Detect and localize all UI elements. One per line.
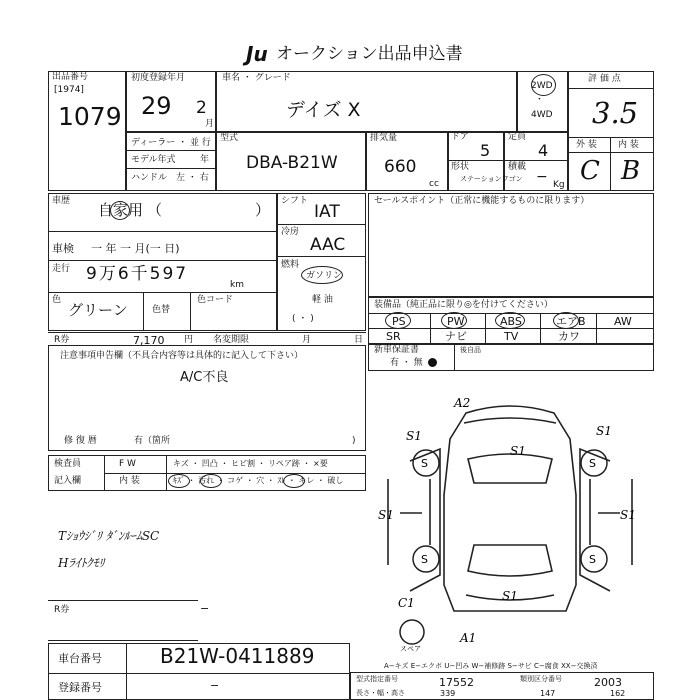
- exterior-grade: C: [580, 156, 600, 186]
- diagram-mark: S1: [406, 429, 422, 443]
- tax-amount: 7,170: [133, 334, 165, 347]
- logo: Ju: [246, 42, 268, 66]
- notes-text: A/C不良: [180, 370, 229, 385]
- vehicle-type: DBA-B21W: [246, 153, 338, 173]
- spare-label: スペア: [400, 645, 421, 653]
- lot-number: 1079: [58, 102, 122, 131]
- diagram-mark: A2: [454, 396, 471, 410]
- registration-month: 2: [196, 98, 207, 118]
- svg-text:S: S: [421, 457, 428, 470]
- lot-label: 出品番号: [52, 72, 89, 82]
- diagram-mark: S1: [378, 508, 394, 522]
- diagram-mark: S1: [620, 508, 636, 522]
- displacement: 660: [384, 157, 417, 177]
- lot-year-tag: [1974]: [54, 85, 84, 95]
- registration-label: 初度登録年月: [131, 73, 186, 83]
- diagram-mark: S1: [596, 424, 612, 438]
- interior-grade: B: [621, 156, 641, 186]
- diagram-mark: A1: [460, 631, 477, 645]
- vehicle-name: デイズ X: [286, 99, 361, 121]
- history-value: 自家用: [98, 201, 144, 219]
- capacity: 4: [538, 141, 549, 160]
- diagram-mark: S1: [510, 444, 526, 458]
- damage-legend: A−キズ E−エクボ U−凹み W−補修跡 S−サビ C−腐食 XX−交換済: [384, 662, 598, 670]
- chassis-number: B21W-0411889: [160, 644, 315, 668]
- inspection-date: 一 年 一 月(一 日): [91, 242, 180, 255]
- svg-text:S: S: [589, 553, 596, 566]
- diagram-mark: S1: [502, 589, 518, 603]
- score-value: 3.5: [592, 96, 639, 130]
- mileage: 9万6千597: [86, 264, 189, 284]
- svg-text:S: S: [421, 553, 428, 566]
- car-diagram: [370, 385, 660, 655]
- svg-text:S: S: [589, 457, 596, 470]
- shift: IAT: [314, 202, 340, 222]
- ac: AAC: [310, 235, 346, 255]
- memo-line-2: Hﾗｲﾄｸﾓﾘ: [58, 556, 105, 570]
- doors: 5: [480, 141, 491, 160]
- color: グリーン: [68, 301, 128, 319]
- diagram-mark: C1: [398, 596, 415, 610]
- registration-year: 29: [141, 92, 172, 120]
- page-title: オークション出品申込書: [276, 44, 463, 64]
- memo-line-1: Tｼｮｳｼﾞﾘ ﾀﾞﾝﾙｰﾑSC: [58, 529, 160, 543]
